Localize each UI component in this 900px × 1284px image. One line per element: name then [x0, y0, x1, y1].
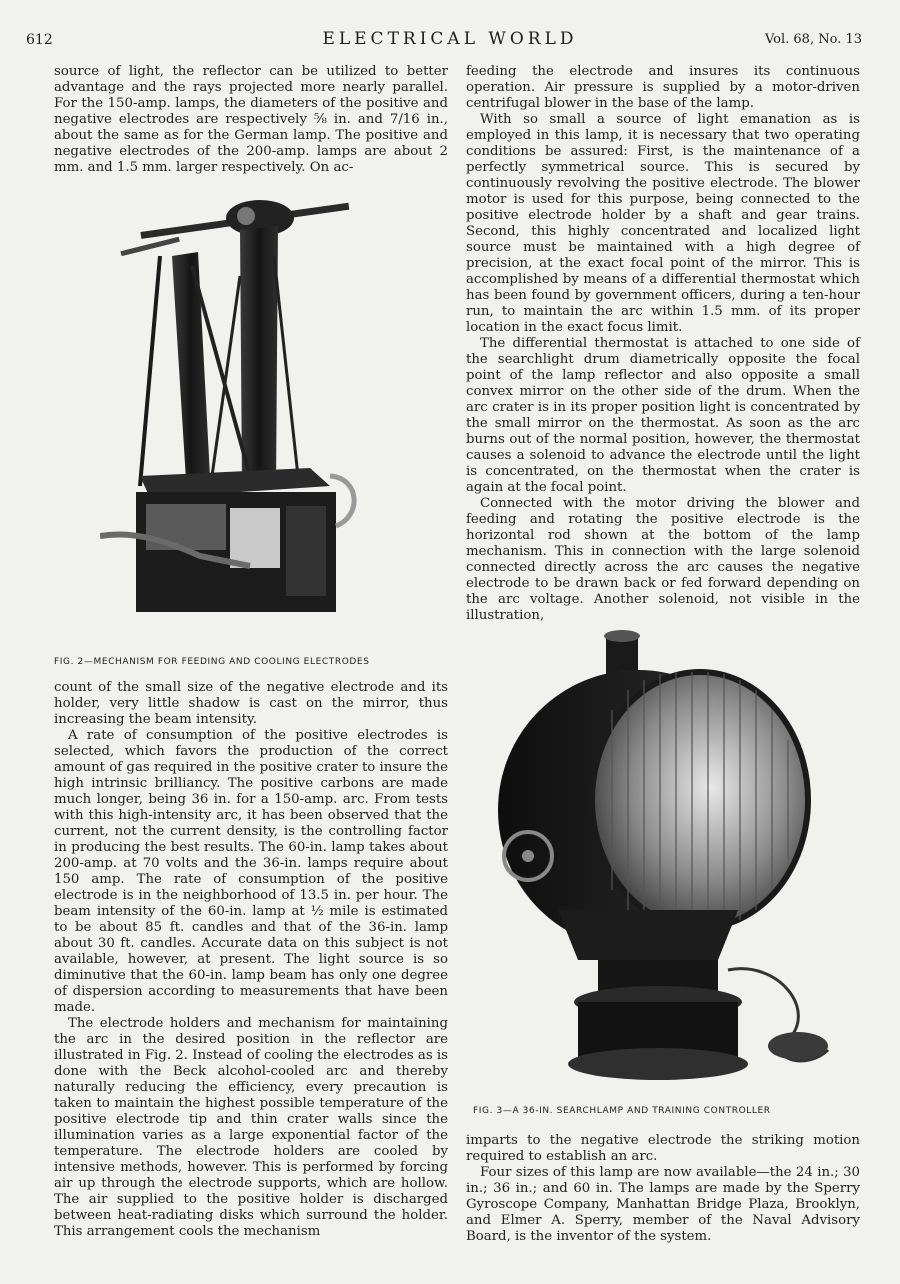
paragraph: The differential thermostat is attached to one side of the searchlight drum diametrically opposite the focal point of the lamp reflector and also opposite a small convex mirror on the other side of the drum. When the arc crater is in its proper position light is concentrated by the small mirror on the thermostat. As soon as the arc burns out of the normal position, however, the thermostat causes a solenoid to advance the electrode until the light is concentrated, on the thermostat when the crater is again at the focal point.	[466, 336, 860, 495]
page-header	[0, 28, 900, 52]
paragraph: source of light, the reflector can be utilized to better advantage and the rays projected more nearly parallel. For the 150-amp. lamps, the diameters of the positive and negative electrodes are respectively ⅝ in. and 7/16 in., about the same as for the German lamp. The positive and negative electrodes of the 200-amp. lamps are about 2 mm. and 1.5 mm. larger respectively. On ac-	[54, 64, 448, 175]
paragraph: The electrode holders and mechanism for maintaining the arc in the desired position in the reflector are illustrated in Fig. 2. Instead of cooling the electrodes as is done with the Beck alcohol-cooled arc and thereby naturally reducing the efficiency, every precaution is taken to maintain the highest possible temperature of the positive electrode tip and thin crater walls since the illumination varies as a large exponential factor of the temperature. The electrode holders are cooled by intensive methods, however. This is performed by forcing air up through the electrode supports, which are hollow. The air supplied to the positive holder is discharged between heat-radiating disks which surround the holder. This arrangement cools the mechanism	[54, 1016, 448, 1239]
column-right-bottom	[466, 1133, 860, 1245]
paragraph: Four sizes of this lamp are now available—the 24 in.; 30 in.; 36 in.; and 60 in. The lamps are made by the Sperry Gyroscope Company, Manhattan Bridge Plaza, Brooklyn, and Elmer A. Sperry, member of the Naval Advisory Board, is the inventor of the system.	[466, 1165, 860, 1244]
paragraph: A rate of consumption of the positive electrodes is selected, which favors the production of the correct amount of gas required in the positive crater to insure the high intrinsic brilliancy. The positive carbons are made much longer, being 36 in. for a 150-amp. arc. From tests with this high-intensity arc, it has been observed that the current, not the current density, is the controlling factor in producing the best results. The 60-in. lamp takes about 200-amp. at 70 volts and the 36-in. lamps require about 150 amp. The rate of consumption of the positive electrode is in the neighborhood of 13.5 in. per hour. The beam intensity of the 60-in. lamp at ½ mile is estimated to be about 85 ft. candles and that of the 36-in. lamp about 30 ft. candles. Accurate data on this subject is not available, however, at present. The light source is so diminutive that the 60-in. lamp beam has only one degree of dispersion according to measurements that have been made.	[54, 728, 448, 1015]
column-right-top	[466, 64, 860, 624]
paragraph: With so small a source of light emanation as is employed in this lamp, it is necessary that two operating conditions be assured: First, is the maintenance of a perfectly symmetrical source. This is secured by continuously revolving the positive electrode. The blower motor is used for this purpose, being connected to the positive electrode holder by a shaft and gear trains. Second, this highly concentrated and localized light source must be maintained with a high degree of precision, at the exact focal point of the mirror. This is accomplished by means of a differential thermostat which has been found by government officers, during a ten-hour run, to maintain the arc within 1.5 mm. of its proper location in the exact focus limit.	[466, 112, 860, 335]
figure-3-searchlamp-photo	[478, 630, 858, 1098]
figure-2-electrode-mechanism-photo	[100, 186, 410, 626]
column-left-top	[54, 64, 448, 176]
paragraph: Connected with the motor driving the blower and feeding and rotating the positive electrode is the horizontal rod shown at the bottom of the lamp mechanism. This in connection with the large solenoid connected directly across the arc causes the negative electrode to be drawn back or fed forward depending on the arc voltage. Another solenoid, not visible in the illustration,	[466, 496, 860, 623]
page-number: 612	[26, 32, 53, 48]
column-left-bottom	[54, 680, 448, 1240]
figure-3-caption: FIG. 3—A 36-IN. SEARCHLAMP AND TRAINING CONTROLLER	[473, 1106, 771, 1116]
paragraph: imparts to the negative electrode the striking motion required to establish an arc.	[466, 1133, 860, 1164]
volume-number: Vol. 68, No. 13	[764, 32, 862, 47]
paragraph: feeding the electrode and insures its continuous operation. Air pressure is supplied by a motor-driven centrifugal blower in the base of the lamp.	[466, 64, 860, 111]
journal-title: ELECTRICAL WORLD	[322, 29, 578, 49]
paragraph: count of the small size of the negative electrode and its holder, very little shadow is cast on the mirror, thus increasing the beam intensity.	[54, 680, 448, 727]
figure-2-caption: FIG. 2—MECHANISM FOR FEEDING AND COOLING ELECTRODES	[54, 657, 370, 667]
